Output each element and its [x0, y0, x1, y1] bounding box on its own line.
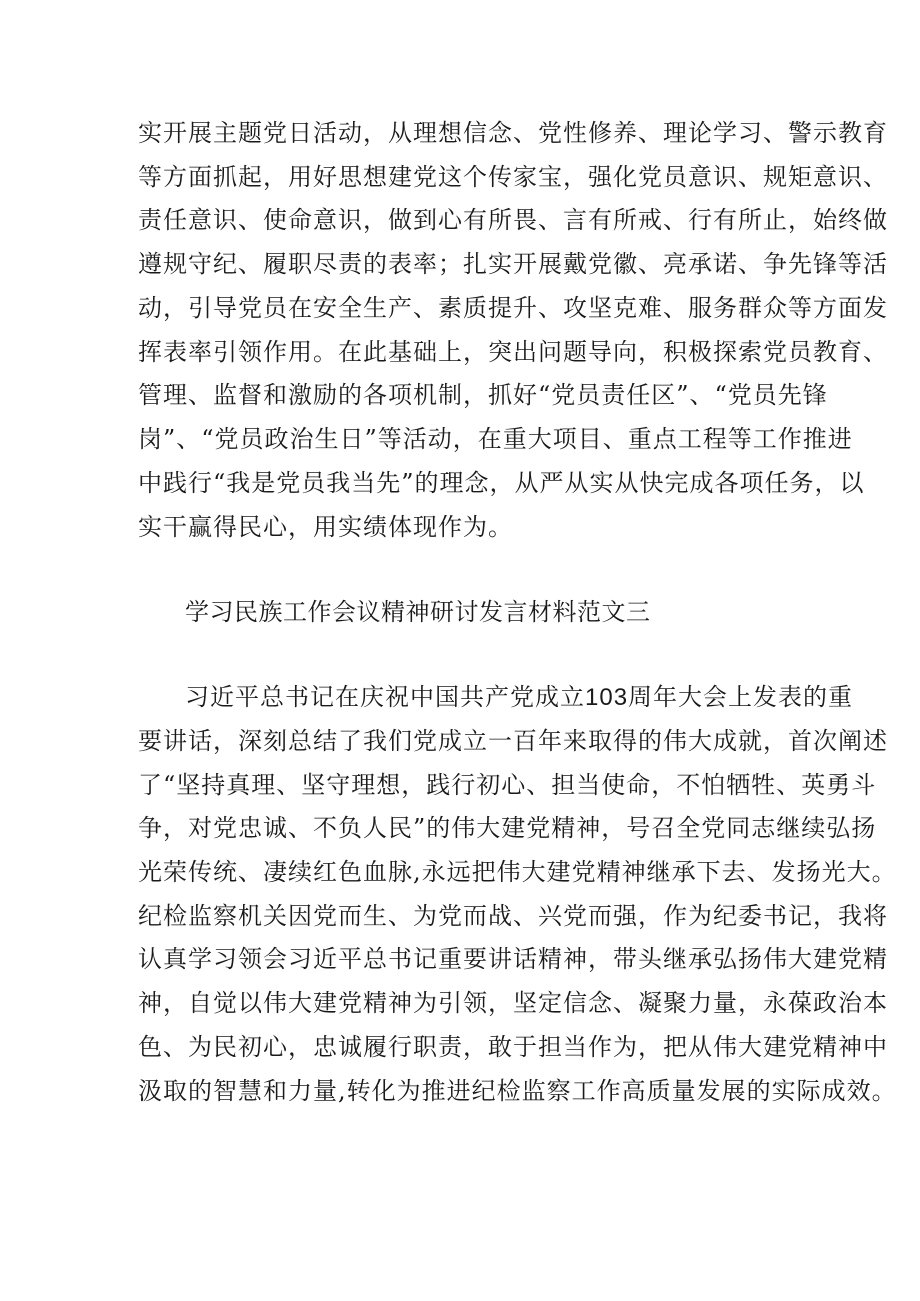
paragraph-line: 神，自觉以伟大建党精神为引领，坚定信念、凝聚力量，永葆政治本: [138, 989, 888, 1017]
paragraph-line: 岗”、“党员政治生日”等活动，在重大项目、重点工程等工作推进: [138, 425, 853, 453]
paragraph-line: 争，对党忠诚、不负人民”的伟大建党精神，号召全党同志继续弘扬: [138, 814, 877, 842]
paragraph-line: 色、为民初心，忠诚履行职责，敢于担当作为，把从伟大建党精神中: [138, 1033, 888, 1061]
paragraph-line: 遵规守纪、履职尽责的表率；扎实开展戴党徽、亮承诺、争先锋等活: [138, 250, 888, 278]
section-title: 学习民族工作会议精神研讨发言材料范文三: [185, 598, 651, 626]
paragraph-line: 管理、监督和激励的各项机制，抓好“党员责任区”、“党员先锋: [138, 381, 828, 409]
paragraph-line: 要讲话，深刻总结了我们党成立一百年来取得的伟大成就，首次阐述: [138, 727, 888, 755]
line-text-start: 习近平总书记在庆祝中国共产党成立: [185, 683, 585, 711]
paragraph-line: 等方面抓起，用好思想建党这个传家宝，强化党员意识、规矩意识、: [138, 163, 888, 191]
paragraph-line: 汲取的智慧和力量,转化为推进纪检监察工作高质量发展的实际成效。: [138, 1077, 897, 1105]
paragraph-line: 实干赢得民心，用实绩体现作为。: [138, 513, 513, 541]
paragraph-line: 光荣传统、凄续红色血脉,永远把伟大建党精神继承下去、发扬光大。: [138, 858, 897, 886]
paragraph-line: 责任意识、使命意识，做到心有所畏、言有所戒、行有所止，始终做: [138, 206, 888, 234]
paragraph-line: 纪检监察机关因党而生、为党而战、兴党而强，作为纪委书记，我将: [138, 902, 888, 930]
paragraph-line: 挥表率引领作用。在此基础上，突出问题导向，积极探索党员教育、: [138, 338, 888, 366]
paragraph-line: 了“坚持真理、坚守理想，践行初心、担当使命，不怕牺牲、英勇斗: [138, 771, 877, 799]
paragraph-line: 实开展主题党日活动，从理想信念、党性修养、理论学习、警示教育: [138, 119, 888, 147]
anniversary-number: 103: [585, 684, 629, 711]
paragraph-line: 中践行“我是党员我当先”的理念，从严从实从快完成各项任务，以: [138, 469, 865, 497]
paragraph-first-line: [185, 682, 853, 713]
paragraph-line: 动，引导党员在安全生产、素质提升、攻坚克难、服务群众等方面发: [138, 294, 888, 322]
line-text-end: 周年大会上发表的重: [628, 683, 854, 711]
paragraph-line: 认真学习领会习近平总书记重要讲话精神，带头继承弘扬伟大建党精: [138, 945, 888, 973]
